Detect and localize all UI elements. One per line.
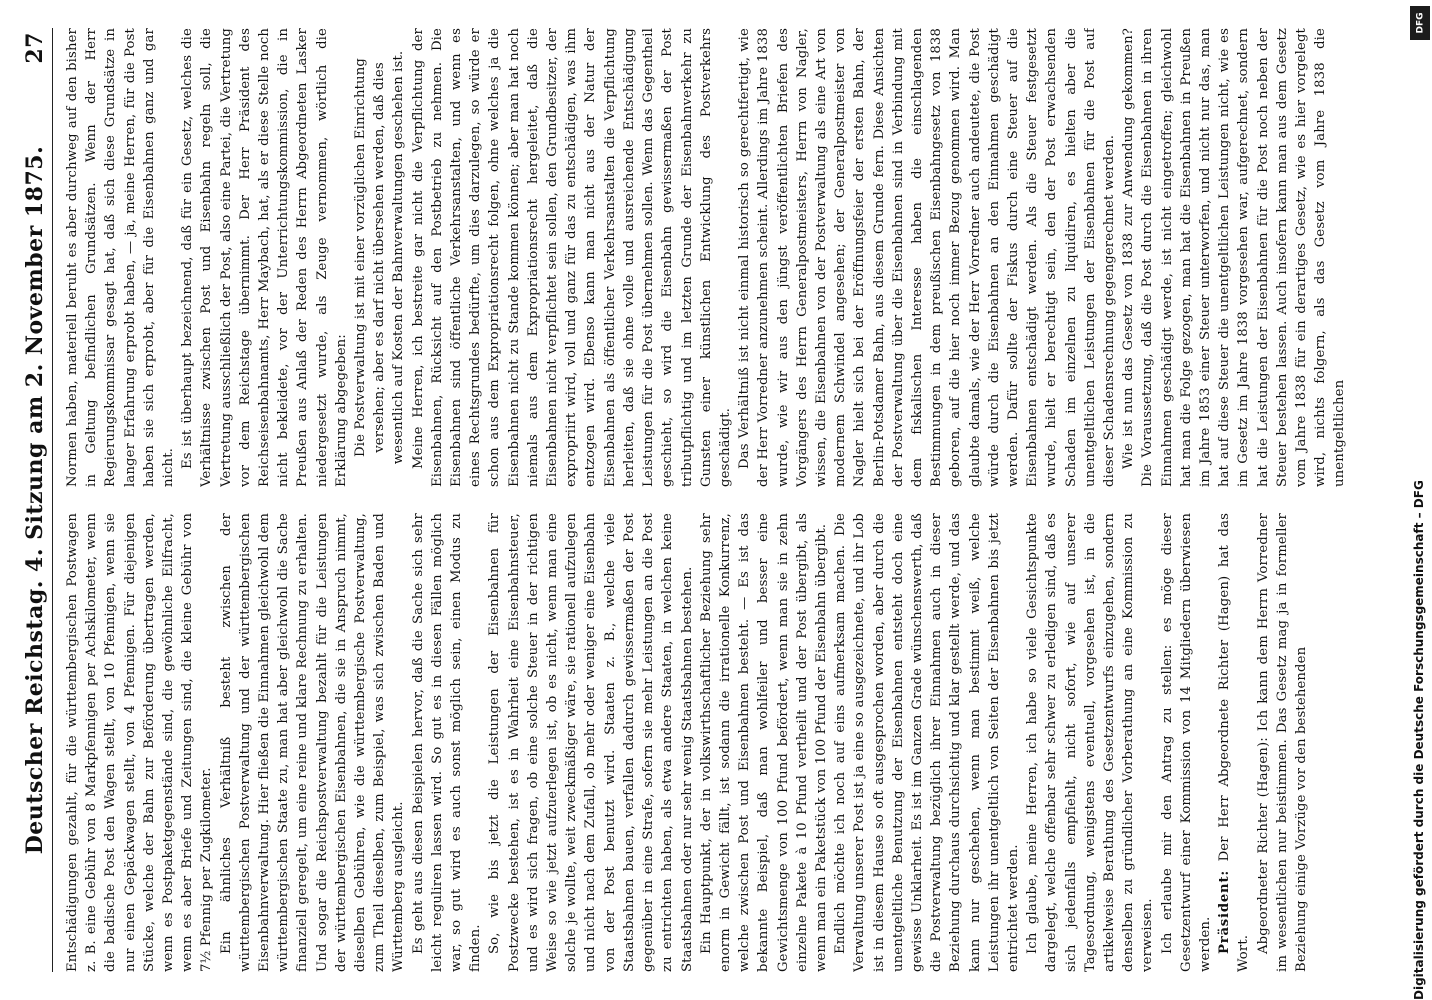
paragraph: Ich erlaube mir den Antrag zu stellen: es möge dieser Gesetzentwurf einer Kommission von 14 Mitgliedern überwiesen werden. bbox=[1159, 513, 1213, 972]
paragraph: Wie ist nun das Gesetz von 1838 zur Anwendung gekommen? Die Voraussetzung, daß die Post durch die Eisenbahnen in ihren Einnahmen geschädigt werde, ist nicht eingetroffen; gleichwohl hat man die Folge gezogen, man hat die Eisenbahnen in Preußen im Jahre 1853 einer Steuer unterworfen, und nicht nur das, man hat auf diese Steuer die unentgeltlichen Leistungen nicht, wie es im Gesetz im Jahre 1838 vorgesehen war, aufgerechnet, sondern hat die Leistungen der Eisenbahnen für die Post noch neben der Steuer bestehen lassen. Auch insofern kann man aus dem Gesetz vom Jahre 1838 für ein derartiges Gesetz, wie es hier vorgelegt wird, nichts folgern, als das Gesetz vom Jahre 1838 die unentgeltlichen bbox=[1121, 28, 1348, 487]
page-header bbox=[18, 28, 53, 972]
paragraph: Abgeordneter Richter (Hagen): Ich kann dem Herrn Vorredner im wesentlichen nur beistimmen. Das Gesetz mag ja in formeller Beziehung einige Vorzüge vor den bestehenden bbox=[1255, 513, 1309, 972]
digitization-note bbox=[1412, 0, 1432, 1000]
paragraph: Endlich möchte ich noch auf eins aufmerksam machen. Die Verwaltung unserer Post ist ja eine so ausgezeichnete, und ihr Lob ist in diesem Hause so oft ausgesprochen worden, aber durch die unentgeltliche Benutzung der Eisenbahnen entsteht doch eine gewisse Unklarheit. Es ist im Ganzen Grade wünschenswerth, daß die Postverwaltung bezüglich ihrer Einnahmen auch in dieser Beziehung durchaus durchsichtig und klar gestellt werde, und das kann nur geschehen, wenn man bestimmt weiß, welche Leistungen ihr unentgeltlich von Seiten der Eisenbahnen bis jetzt entrichtet werden. bbox=[833, 513, 1021, 972]
column-left bbox=[63, 513, 1383, 972]
speaker-name: Präsident: bbox=[1217, 869, 1233, 954]
speaker-paragraph bbox=[1215, 513, 1253, 972]
paragraph: Meine Herren, ich bestreite gar nicht die Verpflichtung der Eisenbahnen, Rücksicht auf den Postbetrieb zu nehmen. Die Eisenbahnen sind öffentliche Verkehrsanstalten, und wenn es eines Rechtsgrundes bedürfte, um dies darzulegen, so würde er schon aus dem Expropriationsrecht folgen, ohne welches ja die Eisenbahnen nicht zu Stande kommen können; aber man hat noch niemals aus dem Expropriationsrecht hergeleitet, daß die Eisenbahnen nicht verpflichtet sein sollen, den Grundbesitzer, der expropriirt wird, voll und ganz für das zu entschädigen, was ihm entzogen wird. Ebenso kann man nicht aus der Natur der Eisenbahnen als öffentlicher Verkehrsanstalten die Verpflichtung herleiten, daß sie ohne volle und ausreichende Entschädigung Leistungen für die Post übernehmen sollen. Wenn das Gegentheil geschieht, so wird die Eisenbahn gewissermaßen der Post tributpflichtig und im letzten Grunde der Eisenbahnverkehr zu Gunsten einer künstlichen Entwicklung des Postverkehrs geschädigt. bbox=[410, 28, 733, 487]
running-title: Deutscher Reichstag. 4. Sitzung am 2. November 1875. bbox=[22, 145, 48, 855]
paragraph: Ein Hauptpunkt, der in volkswirthschaftlicher Beziehung sehr enorm in Gewicht fällt, ist sodann die irrationelle Konkurrenz, welche zwischen Post und Eisenbahnen besteht. — Es ist das bekannte Beispiel, daß man wohlfeiler und besser eine Gewichtsmenge von 100 Pfund befördert, wenn man sie in zehn einzelne Pakete à 10 Pfund vertheilt und der Post übergibt, als wenn man ein Paketstück von 100 Pfund der Eisenbahn übergibt. bbox=[698, 513, 829, 972]
paragraph: Ein ähnliches Verhältniß besteht zwischen der württembergischen Postverwaltung und der württembergischen Eisenbahnverwaltung. Hier fließen die Einnahmen gleichwohl dem württembergischen Staate zu, man hat aber gleichwohl die Sache finanziell geregelt, um eine reine und klare Rechnung zu erhalten. Und sogar die Reichspostverwaltung bezahlt für die Leistungen der württembergischen Eisenbahnen, die sie in Anspruch nimmt, dieselben Gebühren, wie die württembergische Postverwaltung, zum Theil dieselben, zum Beispiel, was sich zwischen Baden und Württemberg ausgleicht. bbox=[218, 513, 407, 972]
paragraph: Ich glaube, meine Herren, ich habe so viele Gesichtspunkte dargelegt, welche offenbar sehr schwer zu erledigen sind, daß es sich jedenfalls empfiehlt, nicht sofort, wie auf unserer Tagesordnung, wenigstens eventuell, vorgesehen ist, in die artikelweise Berathung des Gesetzentwurfs einzugehen, sondern denselben zu gründlicher Vorberathung an eine Kommission zu verweisen. bbox=[1025, 513, 1156, 972]
paragraph: So, wie bis jetzt die Leistungen der Eisenbahnen für Postzwecke bestehen, ist es in Wahrheit eine Eisenbahnsteuer, und es wird sich fragen, ob eine solche Steuer in der richtigen Weise so wie jetzt aufzuerlegen ist, ob es nicht, wenn man eine solche je wollte, weit zweckmäßiger wäre, sie rationell aufzulegen und nicht nach dem Zufall, ob mehr oder weniger eine Eisenbahn von der Post benutzt wird. Staaten z. B., welche viele Staatsbahnen bauen, verfallen dadurch gewissermaßen der Post gegenüber in eine Strafe, sofern sie mehr Leistungen an die Post zu entrichten haben, als etwa andere Staaten, in welchen keine Staatsbahnen oder nur sehr wenig Staatsbahnen bestehen. bbox=[487, 513, 695, 972]
text-columns bbox=[63, 28, 1383, 972]
digitization-note-text: Digitalisierung gefördert durch die Deutsche Forschungsgemeinschaft – DFG bbox=[1412, 480, 1426, 1000]
dfg-logo-text: DFG bbox=[1415, 12, 1426, 34]
paragraph: Das Verhältniß ist nicht einmal historisch so gerechtfertigt, wie der Herr Vorredner anzunehmen scheint. Allerdings im Jahre 1838 wurde, wie wir aus den jüngst veröffentlichten Briefen des Vorgängers des Herrn Generalpostmeisters, Herrn von Nagler, wissen, die Eisenbahnen von der Postverwaltung als eine Art von modernem Schwindel angesehen; der Generalpostmeister von Nagler hielt sich bei der Eröffnungsfeier der ersten Bahn, der Berlin-Potsdamer Bahn, aus diesem Grunde fern. Diese Ansichten der Postverwaltung über die Eisenbahnen sind in Verbindung mit dem fiskalischen Interesse haben die einschlagenden Bestimmungen in dem preußischen Eisenbahngesetz von 1838 geboren, auf die hier noch immer Bezug genommen wird. Man glaubte damals, wie der Herr Vorredner auch andeutete, die Post würde durch die Eisenbahnen an den Einnahmen geschädigt werden. Dafür sollte der Fiskus durch eine Steuer auf die Eisenbahnen entschädigt werden. Als die Steuer festgesetzt wurde, hielt er berechtigt sein, den der Post erwachsenden Schaden im einzelnen zu liquidiren, es hielten aber die unentgeltlichen Leistungen der Eisenbahnen für die Post auf dieser Schadensrechnung gegengerechnet werden. bbox=[737, 28, 1117, 487]
paragraph: Normen haben, materiell beruht es aber durchweg auf den bisher in Geltung befindlichen Grundsätzen. Wenn der Herr Regierungskommissar gesagt hat, daß sich diese Grundsätze in langer Erfahrung erprobt haben, — ja, meine Herren, für die Post haben sie sich erprobt, aber für die Eisenbahnen ganz und gar nicht. bbox=[65, 28, 177, 487]
paragraph: Es geht aus diesen Beispielen hervor, daß die Sache sich sehr leicht reguliren lassen wird. So gut es in diesen Fällen möglich war, so gut wird es auch sonst möglich sein, einen Modus zu finden. bbox=[410, 513, 484, 972]
column-right bbox=[63, 28, 1383, 487]
paragraph: Es ist überhaupt bezeichnend, daß für ein Gesetz, welches die Verhältnisse zwischen Post und Eisenbahn regeln soll, die Vertretung ausschließlich der Post, also eine Partei, die Vertretung vor dem Reichstage übernimmt. Der Herr Präsident des Reichseisenbahnamts, Herr Maybach, hat, als er diese Stelle noch nicht bekleidete, vor der Unterrichtungskommission, die in Preußen aus Anlaß der Reden des Herrn Abgeordneten Lasker niedergesetzt wurde, als Zeuge vernommen, wörtlich die Erklärung abgegeben: bbox=[180, 28, 349, 487]
paragraph: Entschädigungen gezahlt, für die württembergischen Postwagen z. B. eine Gebühr von 8 Markpfennigen per Achskilometer, wenn die badische Post den Wagen stellt, von 10 Pfennigen, wenn sie nur einen Gepäckwagen stellt, von 4 Pfennigen. Für diejenigen Stücke, welche der Bahn zur Beförderung übertragen werden, wenn es Postpaketgegenstände sind, die gewöhnliche Eilfracht, wenn es aber Briefe und Zeitungen sind, die kleine Gebühr von 7½ Pfennig per Zugkilometer. bbox=[65, 513, 215, 972]
speaker-text: Der Herr Abgeordnete Richter (Hagen) hat das Wort. bbox=[1217, 513, 1252, 972]
page-number: 27 bbox=[22, 32, 48, 64]
quoted-paragraph: Die Postverwaltung ist mit einer vorzüglichen Einrichtung versehen; aber es darf nicht übersehen werden, daß dies wesentlich auf Kosten der Bahnverwaltungen geschehen ist. bbox=[353, 50, 407, 465]
